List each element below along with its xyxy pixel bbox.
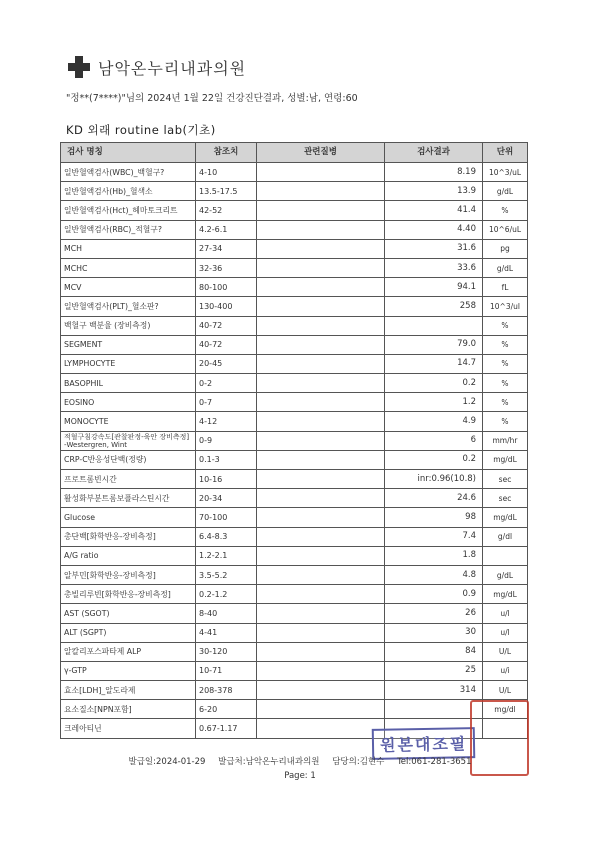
- related-disease: [257, 258, 385, 277]
- test-name: Glucose: [61, 508, 196, 527]
- test-unit: U/L: [483, 681, 528, 700]
- page-number: Page: 1: [284, 771, 316, 781]
- related-disease: [257, 489, 385, 508]
- related-disease: [257, 431, 385, 450]
- table-row: [61, 297, 528, 316]
- table-row: [61, 700, 528, 719]
- test-result: 4.9: [385, 412, 483, 431]
- table-row: [61, 258, 528, 277]
- test-name: MONOCYTE: [61, 412, 196, 431]
- reference-range: 0-9: [196, 431, 257, 450]
- related-disease: [257, 354, 385, 373]
- related-disease: [257, 642, 385, 661]
- reference-range: 70-100: [196, 508, 257, 527]
- reference-range: 0-2: [196, 374, 257, 393]
- test-unit: g/dL: [483, 182, 528, 201]
- table-row: [61, 278, 528, 297]
- test-unit: %: [483, 354, 528, 373]
- test-unit: u/i: [483, 661, 528, 680]
- related-disease: [257, 182, 385, 201]
- test-result: 4.40: [385, 220, 483, 239]
- reference-range: 0.1-3: [196, 450, 257, 469]
- test-result: 13.9: [385, 182, 483, 201]
- table-row: [61, 450, 528, 469]
- table-header-row: [61, 143, 528, 163]
- test-name: MCV: [61, 278, 196, 297]
- table-row: [61, 163, 528, 182]
- test-result: 84: [385, 642, 483, 661]
- test-unit: %: [483, 335, 528, 354]
- table-row: [61, 489, 528, 508]
- test-unit: mg/dL: [483, 508, 528, 527]
- test-unit: %: [483, 316, 528, 335]
- test-result: 79.0: [385, 335, 483, 354]
- test-unit: mg/dL: [483, 585, 528, 604]
- test-result: [385, 700, 483, 719]
- related-disease: [257, 201, 385, 220]
- table-row: [61, 527, 528, 546]
- test-name: 효소[LDH]_알도라제: [61, 681, 196, 700]
- test-result: 30: [385, 623, 483, 642]
- test-name: 백혈구 백분율 (장비측정): [61, 316, 196, 335]
- reference-range: 4-12: [196, 412, 257, 431]
- related-disease: [257, 163, 385, 182]
- reference-range: 4-10: [196, 163, 257, 182]
- table-row: [61, 239, 528, 258]
- table-row: [61, 546, 528, 565]
- table-row: [61, 220, 528, 239]
- table-row: [61, 585, 528, 604]
- test-result: 24.6: [385, 489, 483, 508]
- test-result: 98: [385, 508, 483, 527]
- test-unit: g/dL: [483, 565, 528, 584]
- test-result: 1.2: [385, 393, 483, 412]
- test-name: 알칼리포스파타제 ALP: [61, 642, 196, 661]
- related-disease: [257, 527, 385, 546]
- test-name: 일반혈액검사(Hct)_헤마토크리트: [61, 201, 196, 220]
- test-unit: %: [483, 393, 528, 412]
- test-unit: g/dl: [483, 527, 528, 546]
- test-name: 요소질소[NPN포함]: [61, 700, 196, 719]
- test-unit: fL: [483, 278, 528, 297]
- test-name: γ-GTP: [61, 661, 196, 680]
- related-disease: [257, 220, 385, 239]
- test-name: 적혈구침강속도[관찰판정-육안 장비측정] -Westergren, Wint: [61, 431, 196, 450]
- reference-range: 8-40: [196, 604, 257, 623]
- reference-range: 0.67-1.17: [196, 719, 257, 738]
- patient-info: "정**(7****)"님의 2024년 1월 22일 건강진단결과, 성별:남, 연령:60: [66, 93, 358, 104]
- test-result: 8.19: [385, 163, 483, 182]
- reference-range: 42-52: [196, 201, 257, 220]
- reference-range: 10-16: [196, 470, 257, 489]
- test-unit: 10^3/uL: [483, 163, 528, 182]
- footer: [0, 755, 600, 767]
- related-disease: [257, 623, 385, 642]
- test-unit: mg/dL: [483, 450, 528, 469]
- reference-range: 3.5-5.2: [196, 565, 257, 584]
- reference-range: 208-378: [196, 681, 257, 700]
- test-name: 크레아티닌: [61, 719, 196, 738]
- table-row: [61, 354, 528, 373]
- table-row: [61, 508, 528, 527]
- doctor: 담당의:김현수: [332, 757, 385, 767]
- related-disease: [257, 585, 385, 604]
- test-unit: %: [483, 374, 528, 393]
- test-name: MCH: [61, 239, 196, 258]
- test-unit: 10^3/ul: [483, 297, 528, 316]
- header-test-name: 검사 명칭: [61, 143, 196, 163]
- related-disease: [257, 297, 385, 316]
- related-disease: [257, 278, 385, 297]
- related-disease: [257, 239, 385, 258]
- test-name: LYMPHOCYTE: [61, 354, 196, 373]
- test-result: 0.9: [385, 585, 483, 604]
- test-unit: %: [483, 412, 528, 431]
- table-row: [61, 681, 528, 700]
- reference-range: 20-45: [196, 354, 257, 373]
- test-unit: 10^6/uL: [483, 220, 528, 239]
- table-row: [61, 335, 528, 354]
- test-unit: pg: [483, 239, 528, 258]
- reference-range: 40-72: [196, 316, 257, 335]
- clinic-header: [68, 54, 246, 80]
- test-result: 94.1: [385, 278, 483, 297]
- table-row: [61, 393, 528, 412]
- test-name: 총빌리루빈[화학반응-장비측정]: [61, 585, 196, 604]
- lab-results-table: [60, 142, 528, 739]
- test-result: 0.2: [385, 450, 483, 469]
- test-result: 7.4: [385, 527, 483, 546]
- test-name: 일반혈액검사(Hb)_혈색소: [61, 182, 196, 201]
- table-row: [61, 316, 528, 335]
- test-name: EOSINO: [61, 393, 196, 412]
- test-unit: u/l: [483, 623, 528, 642]
- related-disease: [257, 450, 385, 469]
- reference-range: 10-71: [196, 661, 257, 680]
- test-name: 활성화부분트롬보플라스틴시간: [61, 489, 196, 508]
- related-disease: [257, 661, 385, 680]
- reference-range: 0.2-1.2: [196, 585, 257, 604]
- test-unit: u/l: [483, 604, 528, 623]
- test-unit: U/L: [483, 642, 528, 661]
- test-result: 1.8: [385, 546, 483, 565]
- medical-cross-icon: [68, 56, 90, 78]
- test-result: 14.7: [385, 354, 483, 373]
- test-result: 6: [385, 431, 483, 450]
- test-name: MCHC: [61, 258, 196, 277]
- test-result: 31.6: [385, 239, 483, 258]
- test-result: 4.8: [385, 565, 483, 584]
- test-result: 33.6: [385, 258, 483, 277]
- test-unit: mg/dl: [483, 700, 528, 719]
- header-reference: 참조치: [196, 143, 257, 163]
- table-row: [61, 182, 528, 201]
- table-row: [61, 470, 528, 489]
- test-name: 일반혈액검사(WBC)_백혈구?: [61, 163, 196, 182]
- lab-table-body: [61, 163, 528, 739]
- related-disease: [257, 681, 385, 700]
- related-disease: [257, 393, 385, 412]
- related-disease: [257, 546, 385, 565]
- header-unit: 단위: [483, 143, 528, 163]
- test-result: inr:0.96(10.8): [385, 470, 483, 489]
- table-row: [61, 661, 528, 680]
- test-result: 41.4: [385, 201, 483, 220]
- test-name: SEGMENT: [61, 335, 196, 354]
- test-name: A/G ratio: [61, 546, 196, 565]
- reference-range: 80-100: [196, 278, 257, 297]
- test-name: AST (SGOT): [61, 604, 196, 623]
- issuer: 발급처:남악온누리내과의원: [218, 757, 320, 767]
- test-name: 총단백[화학반응-장비측정]: [61, 527, 196, 546]
- table-row: [61, 642, 528, 661]
- test-result: 26: [385, 604, 483, 623]
- reference-range: 30-120: [196, 642, 257, 661]
- issue-date: 발급일:2024-01-29: [128, 757, 206, 767]
- test-name: ALT (SGPT): [61, 623, 196, 642]
- test-name: 일반혈액검사(RBC)_적혈구?: [61, 220, 196, 239]
- related-disease: [257, 604, 385, 623]
- table-row: [61, 412, 528, 431]
- related-disease: [257, 335, 385, 354]
- related-disease: [257, 700, 385, 719]
- reference-range: 20-34: [196, 489, 257, 508]
- clinic-name: 남악온누리내과의원: [98, 58, 247, 78]
- test-unit: [483, 546, 528, 565]
- table-row: [61, 201, 528, 220]
- table-row: [61, 374, 528, 393]
- related-disease: [257, 508, 385, 527]
- table-row: [61, 565, 528, 584]
- report-title: KD 외래 routine lab(기초): [66, 123, 216, 137]
- test-name: 알부민[화학반응-장비측정]: [61, 565, 196, 584]
- reference-range: 130-400: [196, 297, 257, 316]
- reference-range: 13.5-17.5: [196, 182, 257, 201]
- reference-range: 6-20: [196, 700, 257, 719]
- reference-range: 6.4-8.3: [196, 527, 257, 546]
- table-row: [61, 431, 528, 450]
- test-name: BASOPHIL: [61, 374, 196, 393]
- related-disease: [257, 565, 385, 584]
- test-unit: g/dL: [483, 258, 528, 277]
- test-unit: %: [483, 201, 528, 220]
- test-name: 프로트롬빈시간: [61, 470, 196, 489]
- reference-range: 32-36: [196, 258, 257, 277]
- header-result: 검사결과: [385, 143, 483, 163]
- reference-range: 27-34: [196, 239, 257, 258]
- test-result: [385, 316, 483, 335]
- reference-range: 4-41: [196, 623, 257, 642]
- reference-range: 0-7: [196, 393, 257, 412]
- reference-range: 40-72: [196, 335, 257, 354]
- table-row: [61, 604, 528, 623]
- test-unit: mm/hr: [483, 431, 528, 450]
- original-copy-stamp: 원본대조필: [372, 727, 476, 760]
- related-disease: [257, 470, 385, 489]
- test-name: 일반혈액검사(PLT)_혈소판?: [61, 297, 196, 316]
- reference-range: 1.2-2.1: [196, 546, 257, 565]
- related-disease: [257, 412, 385, 431]
- test-result: 25: [385, 661, 483, 680]
- test-name: CRP-C반응성단백(정량): [61, 450, 196, 469]
- test-result: 258: [385, 297, 483, 316]
- table-row: [61, 623, 528, 642]
- phone: Tel:061-281-3651: [397, 757, 472, 767]
- related-disease: [257, 719, 385, 738]
- related-disease: [257, 374, 385, 393]
- related-disease: [257, 316, 385, 335]
- test-unit: sec: [483, 489, 528, 508]
- test-result: 314: [385, 681, 483, 700]
- test-result: 0.2: [385, 374, 483, 393]
- test-unit: sec: [483, 470, 528, 489]
- reference-range: 4.2-6.1: [196, 220, 257, 239]
- header-related-disease: 관련질병: [257, 143, 385, 163]
